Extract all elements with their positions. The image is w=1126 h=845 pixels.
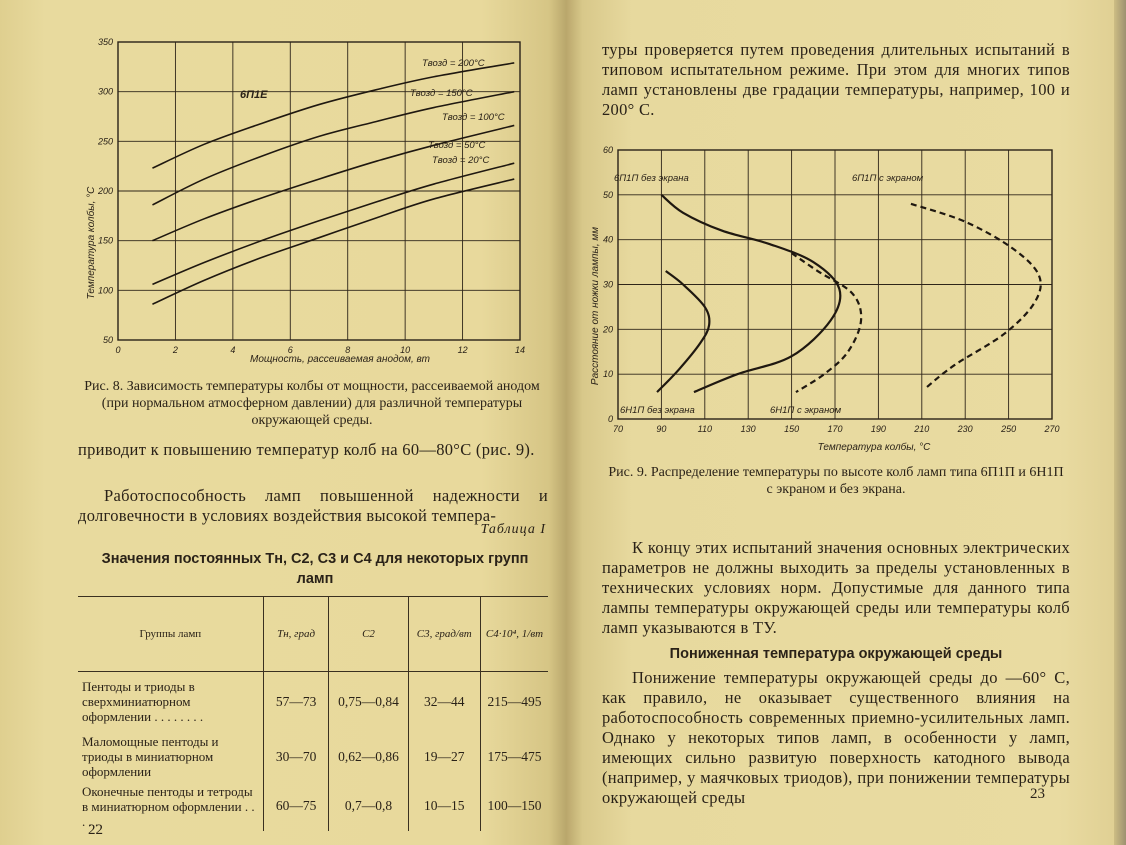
y-tick-label: 350 (97, 37, 113, 47)
x-tick-label: 270 (1044, 424, 1060, 434)
series-label: 6Н1П с экраном (770, 405, 842, 416)
series-line (792, 253, 862, 392)
x-tick-label: 14 (514, 345, 526, 355)
row-c4: 215—495 (480, 672, 548, 732)
fig8-series-group (152, 58, 514, 304)
fig8-annotation-6p1e: 6П1Е (240, 89, 268, 101)
row-c2: 0,7—0,8 (329, 782, 408, 831)
page-number-left: 22 (88, 822, 103, 838)
fig9-series-labels (614, 173, 924, 416)
table-row (78, 672, 548, 732)
fig9-ticks (602, 145, 1060, 434)
right-page (566, 0, 1114, 845)
row-c3: 32—44 (408, 672, 480, 732)
right-paragraph-top: туры проверяется путем проведения длительных испытаний в типовом испытательном режиме. При этом для многих типов ламп установлены две градации температуры, например, 100 и 200° С. (602, 40, 1070, 119)
figure-8-chart (70, 28, 550, 373)
series-line (152, 163, 514, 284)
y-tick-label: 20 (602, 324, 613, 335)
fig9-series-group (657, 195, 1041, 392)
row-c4: 175—475 (480, 732, 548, 782)
x-tick-label: 2 (172, 345, 178, 355)
row-c3: 10—15 (408, 782, 480, 831)
right-paragraph-mid: К концу этих испытаний значения основных электрических параметров не должны выходить за пределы установленных в технических условиях норм. Допустимые для данного типа лампы температуры окружающей среды или температуры колб ламп указываются в ТУ. (602, 538, 1070, 637)
row-c2: 0,62—0,86 (329, 732, 408, 782)
series-label: 6П1П с экраном (852, 173, 924, 184)
table-row (78, 732, 548, 782)
row-tn: 30—70 (263, 732, 329, 782)
table-row (78, 782, 548, 831)
x-tick-label: 70 (612, 424, 624, 434)
series-label: 6П1П без экрана (614, 173, 689, 184)
y-tick-label: 0 (607, 414, 613, 424)
row-c4: 100—150 (480, 782, 548, 831)
y-tick-label: 150 (97, 235, 113, 246)
y-tick-label: 40 (602, 234, 613, 245)
x-tick-label: 4 (230, 345, 236, 355)
figure-9-caption: Рис. 9. Распределение температуры по высоте колб ламп типа 6П1П и 6Н1П с экраном и без экрана. (608, 465, 1064, 497)
fig8-y-axis-label: Температура колбы, °С (86, 186, 97, 300)
right-paragraph-bottom: Понижение температуры окружающей среды до —60° С, как правило, не оказывает существенного влияния на работоспособность современных приемно-усилительных ламп. Однако у некоторых типов ламп, в особенности у ламп, имеющих сильно развитую поверхность катодного вывода (например, у маячковых триодов), при понижении температуры окружающей среды (602, 668, 1070, 807)
page-number-right: 23 (1030, 786, 1045, 802)
header-groups: Группы ламп (78, 597, 263, 672)
fig8-ticks (97, 37, 525, 355)
series-line (661, 195, 840, 392)
row-group: Маломощные пентоды и триоды в миниатюрном оформлении (82, 734, 219, 779)
y-tick-label: 60 (602, 145, 613, 155)
x-tick-label: 230 (957, 424, 973, 434)
table-1 (78, 596, 548, 831)
series-label: Tвозд = 150°С (410, 88, 473, 99)
x-tick-label: 110 (697, 424, 712, 434)
section-heading: Пониженная температура окружающей среды (669, 646, 1003, 662)
figure-9-chart (584, 136, 1089, 458)
left-paragraph-2: Работоспособность ламп повышенной надежности и долговечности в условиях воздействия высокой темпера- (78, 486, 548, 525)
x-tick-label: 150 (784, 424, 800, 434)
table-label: Таблица I (480, 522, 546, 537)
book-edge (1114, 0, 1126, 845)
series-label: Tвозд = 100°С (442, 112, 505, 123)
figure-8-caption: Рис. 8. Зависимость температуры колбы от мощности, рассеиваемой анодом (при нормальном атмосферном давлении) для различной температуры окружающей среды. (84, 379, 540, 428)
x-tick-label: 0 (115, 345, 121, 355)
table-title: Значения постоянных Tн, C2, C3 и C4 для некоторых групп ламп (101, 551, 529, 587)
fig8-x-axis-label: Мощность, рассеиваемая анодом, вт (250, 354, 430, 365)
x-tick-label: 130 (740, 424, 756, 434)
row-group: Пентоды и триоды в сверхминиатюрном оформлении . . . . . . . . (82, 679, 204, 725)
header-c3: C3, град/вт (408, 597, 480, 672)
y-tick-label: 50 (102, 335, 113, 345)
series-label: Tвозд = 50°С (428, 140, 486, 151)
header-tn: Tн, град (263, 597, 329, 672)
row-c3: 19—27 (408, 732, 480, 782)
y-tick-label: 200 (97, 186, 113, 196)
fig9-x-axis-label: Температура колбы, °С (817, 442, 931, 453)
y-tick-label: 10 (602, 369, 613, 380)
row-tn: 60—75 (263, 782, 329, 831)
y-tick-label: 30 (602, 279, 613, 290)
row-c2: 0,75—0,84 (329, 672, 408, 732)
x-tick-label: 12 (457, 345, 468, 355)
row-tn: 57—73 (263, 672, 329, 732)
x-tick-label: 210 (914, 424, 930, 434)
x-tick-label: 90 (656, 424, 667, 434)
series-label: Tвозд = 20°С (432, 155, 490, 166)
series-label: Tвозд = 200°С (422, 58, 485, 69)
series-line (152, 179, 514, 304)
y-tick-label: 50 (602, 189, 613, 200)
x-tick-label: 190 (870, 424, 886, 434)
x-tick-label: 170 (827, 424, 843, 434)
header-c2: C2 (329, 597, 408, 672)
x-tick-label: 8 (345, 345, 351, 355)
series-label: 6Н1П без экрана (620, 405, 695, 416)
row-group: Оконечные пентоды и тетроды в миниатюрном оформлении . . . . . (82, 783, 255, 829)
y-tick-label: 100 (97, 285, 113, 296)
header-c4: C4·10⁴, 1/вт (480, 597, 548, 672)
y-tick-label: 300 (97, 86, 113, 97)
x-tick-label: 6 (287, 345, 293, 355)
left-paragraph-1: приводит к повышению температур колб на 60—80°С (рис. 9). (78, 440, 535, 459)
series-line (911, 204, 1041, 388)
y-tick-label: 250 (97, 136, 113, 147)
x-tick-label: 250 (1001, 424, 1017, 434)
fig9-y-axis-label: Расстояние от ножки лампы, мм (590, 226, 601, 386)
table-header-row (78, 597, 548, 672)
x-tick-label: 10 (400, 345, 411, 355)
